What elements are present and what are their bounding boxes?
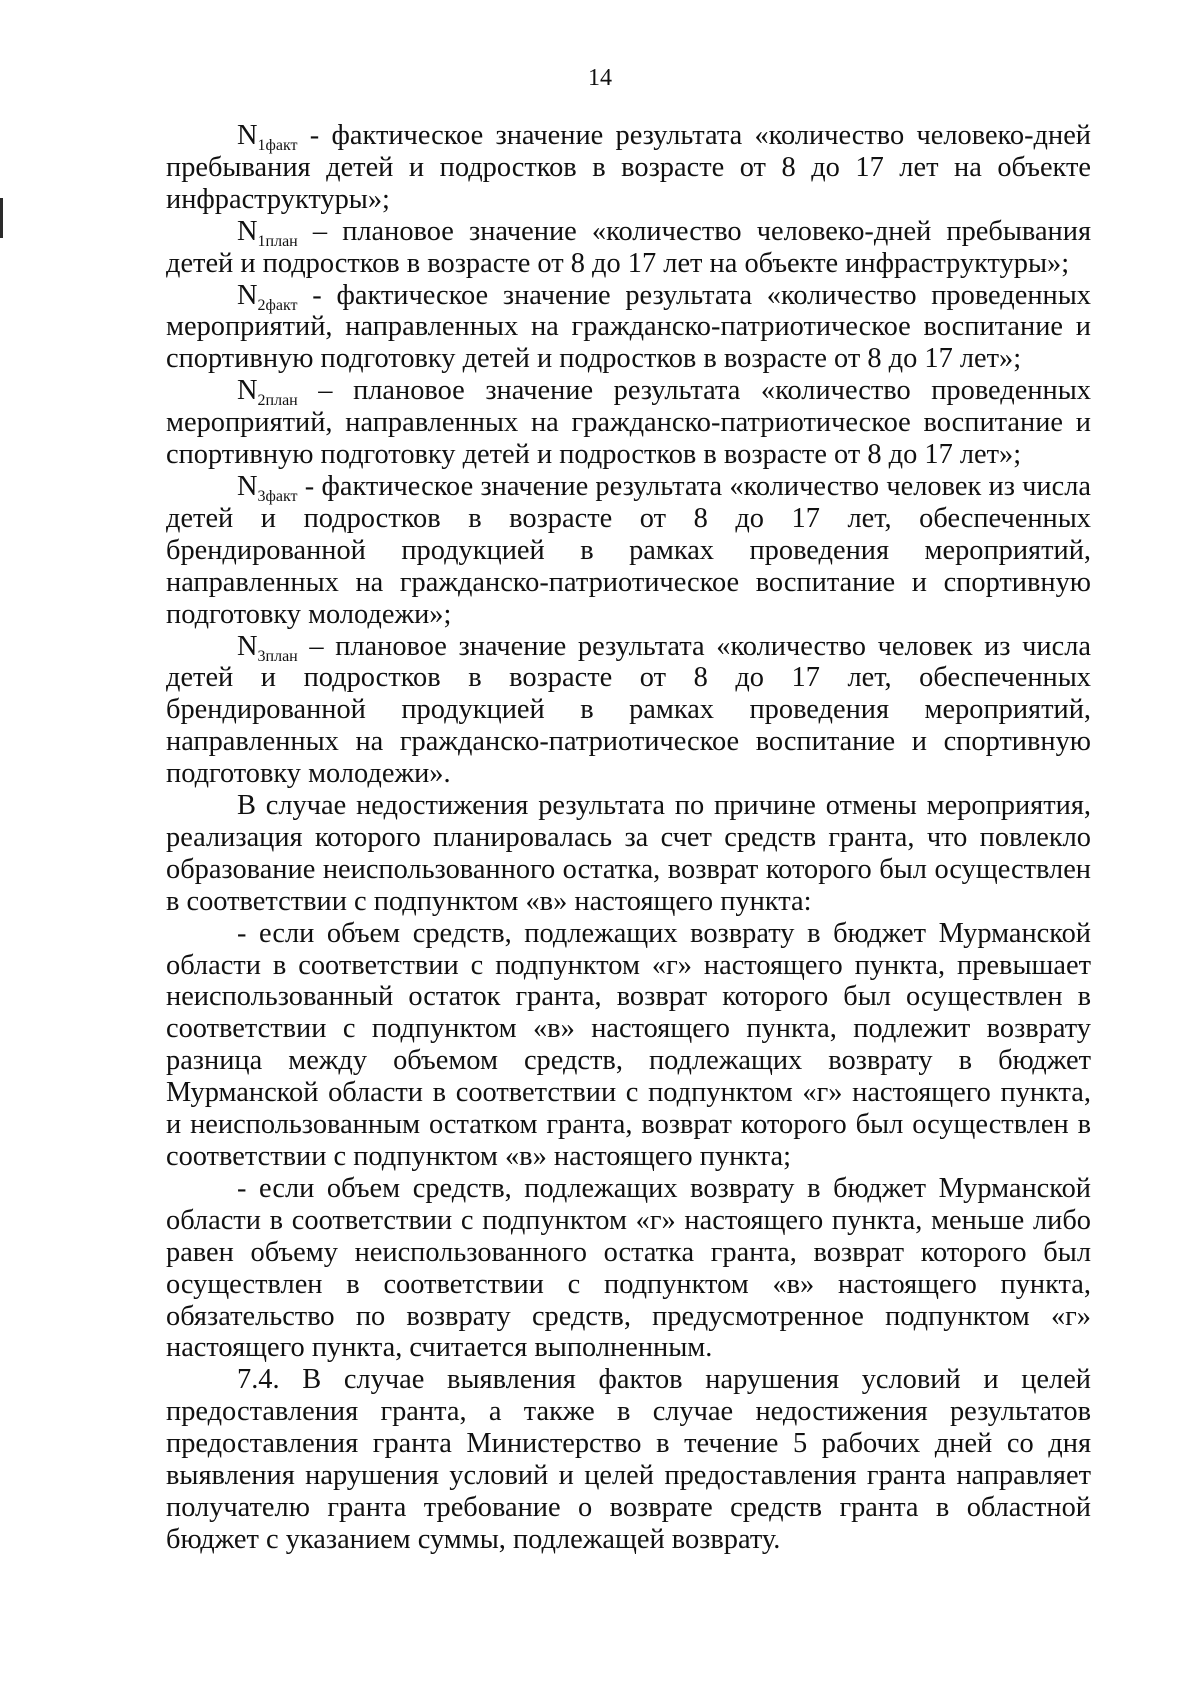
variable-symbol: [237, 279, 298, 314]
definition-text: - фактическое значение результата «количество человек из числа детей и подростков в возрасте от 8 до 17 лет, обеспеченных брендированной продукцией в рамках проведения мероприятий, направленных на гражданско-патриотическое воспитание и спортивную подготовку молодежи»;: [166, 470, 1091, 630]
variable-symbol: [237, 375, 298, 410]
definition-n1-plan: [166, 216, 1091, 280]
symbol-subscript: 3план: [257, 647, 298, 665]
page-body: [166, 120, 1091, 1556]
page-number: 14: [588, 65, 612, 91]
definition-n3-fact: [166, 471, 1091, 631]
symbol-letter: N: [237, 470, 258, 502]
paragraph-less-or-equal-case: - если объем средств, подлежащих возврату в бюджет Мурманской области в соответствии с подпунктом «г» настоящего пункта, меньше либо равен объему неиспользованного остатка гранта, возврат которого был осуществлен в соответствии с подпунктом «в» настоящего пункта, обязательство по возврату средств, предусмотренное подпунктом «г» настоящего пункта, считается выполненным.: [166, 1172, 1091, 1364]
definition-n2-fact: [166, 280, 1091, 376]
symbol-subscript: 2факт: [257, 296, 298, 314]
definition-text: – плановое значение «количество человеко-дней пребывания детей и подростков в возрасте от 8 до 17 лет на объекте инфраструктуры»;: [166, 215, 1091, 279]
symbol-letter: N: [237, 375, 258, 407]
symbol-subscript: 1план: [257, 232, 298, 250]
definition-n2-plan: [166, 375, 1091, 471]
symbol-subscript: 3факт: [257, 487, 298, 505]
variable-symbol: [237, 470, 298, 505]
variable-symbol: [237, 120, 298, 154]
definition-text: – плановое значение результата «количество человек из числа детей и подростков в возрасте от 8 до 17 лет, обеспеченных брендированной продукцией в рамках проведения мероприятий, направленных на гражданско-патриотическое воспитание и спортивную подготовку молодежи».: [166, 630, 1091, 790]
definition-text: – плановое значение результата «количество проведенных мероприятий, направленных на гражданско-патриотическое воспитание и спортивную подготовку детей и подростков в возрасте от 8 до 17 лет»;: [166, 375, 1091, 471]
symbol-letter: N: [237, 279, 258, 311]
definition-n3-plan: [166, 631, 1091, 791]
definition-text: - фактическое значение результата «количество человеко-дней пребывания детей и подростков в возрасте от 8 до 17 лет на объекте инфраструктуры»;: [166, 120, 1091, 215]
variable-symbol: [237, 630, 298, 665]
paragraph-exceeds-case: - если объем средств, подлежащих возврату в бюджет Мурманской области в соответствии с подпунктом «г» настоящего пункта, превышает неиспользованный остаток гранта, возврат которого был осуществлен в соответствии с подпунктом «в» настоящего пункта, подлежит возврату разница между объемом средств, подлежащих возврату в бюджет Мурманской области в соответствии с подпунктом «г» настоящего пункта, и неиспользованным остатком гранта, возврат которого был осуществлен в соответствии с подпунктом «в» настоящего пункта;: [166, 917, 1091, 1172]
symbol-letter: N: [237, 120, 258, 151]
symbol-letter: N: [237, 215, 258, 247]
definition-n1-fact: [166, 120, 1091, 216]
symbol-subscript: 2план: [257, 392, 298, 410]
paragraph-unmet-result: В случае недостижения результата по причине отмены мероприятия, реализация которого планировалась за счет средств гранта, что повлекло образование неиспользованного остатка, возврат которого был осуществлен в соответствии с подпунктом «в» настоящего пункта:: [166, 790, 1091, 917]
scan-edge-mark: [0, 198, 3, 238]
symbol-subscript: 1факт: [257, 137, 298, 154]
paragraph-clause-7-4: 7.4. В случае выявления фактов нарушения условий и целей предоставления гранта, а также в случае недостижения результатов предоставления гранта Министерство в течение 5 рабочих дней со дня выявления нарушения условий и целей предоставления гранта направляет получателю гранта требование о возврате средств гранта в областной бюджет с указанием суммы, подлежащей возврату.: [166, 1364, 1091, 1555]
variable-symbol: [237, 215, 298, 250]
symbol-letter: N: [237, 630, 258, 662]
definition-text: - фактическое значение результата «количество проведенных мероприятий, направленных на гражданско-патриотическое воспитание и спортивную подготовку детей и подростков в возрасте от 8 до 17 лет»;: [166, 279, 1091, 375]
